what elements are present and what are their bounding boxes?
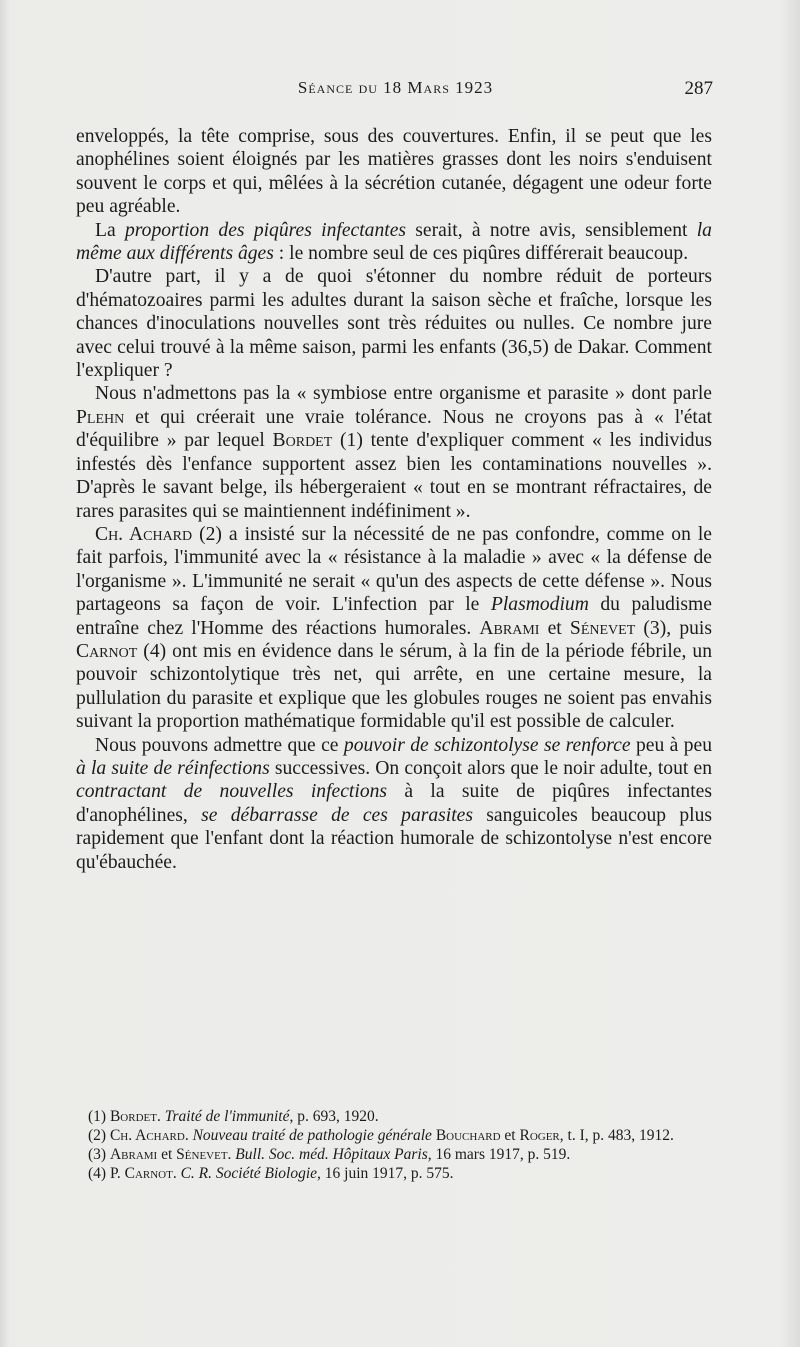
paragraph-3 — [76, 265, 712, 382]
italic-span: Traité de l'immunité — [164, 1108, 290, 1125]
text-span: . — [172, 1165, 181, 1182]
text-span: Nous n'admettons pas la « symbiose entre organisme et parasite » dont parle — [95, 383, 712, 405]
text-span: 16 juin 1917, p. 575. — [320, 1165, 454, 1182]
text-span: successives. On conçoit alors que le noir adulte, tout en — [269, 757, 713, 779]
italic-span: Plasmodium — [490, 594, 589, 616]
page-number: 287 — [684, 78, 713, 99]
author-name: Carnot — [76, 640, 138, 662]
text-span: . — [156, 1108, 165, 1125]
text-span: et — [539, 617, 570, 639]
paragraph-4 — [76, 382, 712, 522]
running-header — [78, 78, 713, 106]
footnotes — [78, 1107, 713, 1183]
footnote-4 — [78, 1164, 713, 1183]
author-name: Abrami — [479, 617, 540, 639]
text-span: . — [227, 1146, 236, 1163]
text-span: . — [184, 1127, 193, 1144]
text-span: du paludisme entraîne chez l'Homme des réactions humorales. — [76, 594, 712, 639]
italic-span: pouvoir de schizontolyse se renforce — [343, 734, 631, 756]
author-name: Ch. Achard — [109, 1127, 185, 1144]
italic-span: contractant de nouvelles infections — [76, 781, 388, 803]
italic-span: la même aux différents âges — [76, 219, 712, 265]
text-span: : le nombre seul de ces piqûres différerait beaucoup. — [273, 243, 689, 265]
text-span: La — [95, 219, 125, 241]
author-name: Bordet — [272, 430, 333, 452]
text-span: , p. 693, 1920. — [289, 1108, 379, 1125]
paragraph-6 — [76, 734, 712, 874]
italic-span: Bull. Soc. méd. Hôpitaux Paris, — [235, 1146, 432, 1163]
italic-span: C. R. Société Biologie, — [180, 1165, 321, 1182]
paragraph-5 — [76, 523, 712, 734]
italic-span: se débarrasse de ces parasites — [201, 804, 473, 826]
text-span: (3) — [88, 1146, 110, 1163]
body-text — [76, 125, 712, 874]
text-span: (2) — [88, 1127, 110, 1144]
text-span: serait, à notre avis, sensiblement — [406, 219, 697, 241]
author-name: Sénevet — [176, 1146, 228, 1163]
text-span: (3), puis — [635, 617, 712, 639]
author-name: Abrami — [109, 1146, 158, 1163]
author-name: Carnot — [124, 1165, 173, 1182]
footnote-2 — [78, 1126, 713, 1145]
text-span: enveloppés, la tête comprise, sous des couvertures. Enfin, il se peut que les anophélines soient éloignés par les matières grasses dont les noirs s'enduisent souvent le corps et qui, mêlées à la sécrétion cutanée, dégagent une odeur forte peu agréable. — [76, 126, 712, 218]
text-span: et — [500, 1127, 520, 1144]
paragraph-2 — [76, 219, 712, 266]
text-span: 16 mars 1917, p. 519. — [431, 1146, 571, 1163]
author-name: Sénevet — [569, 617, 636, 639]
text-span: peu à peu — [630, 734, 712, 756]
author-name: Ch. Achard — [95, 523, 193, 545]
footnote-1 — [78, 1107, 713, 1126]
text-span: Nous pouvons admettre que ce — [95, 734, 344, 756]
italic-span: Nouveau traité de pathologie générale — [192, 1127, 432, 1144]
author-name: Roger — [519, 1127, 560, 1144]
footnote-3 — [78, 1145, 713, 1164]
author-name: Plehn — [76, 406, 125, 428]
text-span: et — [157, 1146, 177, 1163]
paragraph-1 — [76, 125, 712, 219]
text-span: (4) ont mis en évidence dans le sérum, à la fin de la période fébrile, un pouvoir schizontolytique très net, qui arrête, en une certaine mesure, la pullulation du parasite et explique que les globules rouges ne soient pas envahis suivant la proportion mathématique formidable qu'il est possible de calculer. — [76, 640, 712, 733]
text-span: et qui créerait une vraie tolérance. Nous ne croyons pas à « l'état d'équilibre » par lequel — [76, 406, 712, 452]
author-name: Bordet — [109, 1108, 157, 1125]
author-name: Bouchard — [435, 1127, 501, 1144]
text-span: (1) — [88, 1108, 110, 1125]
italic-span: à la suite de réinfections — [76, 757, 270, 779]
text-span: D'autre part, il y a de quoi s'étonner du nombre réduit de porteurs d'hématozoaires parmi les adultes durant la saison sèche et fraîche, lorsque les chances d'inoculations nouvelles sont très réduites ou nulles. Ce nombre jure avec celui trouvé à la même saison, parmi les enfants (36,5) de Dakar. Comment l'expliquer ? — [76, 266, 712, 382]
text-span: (1) tente d'expliquer comment « les individus infestés dès l'enfance supportent assez bien les contaminations nouvelles ». D'après le savant belge, ils hébergeraient « tout en se montrant réfractaires, de rares parasites qui se maintiennent indéfiniment ». — [76, 430, 712, 522]
text-span: (4) P. — [88, 1165, 125, 1182]
text-span: à la suite de piqûres infectantes d'anophélines, — [76, 781, 712, 826]
italic-span: proportion des piqûres infectantes — [124, 219, 407, 241]
header-title: Séance du 18 Mars 1923 — [297, 78, 494, 97]
text-span: (2) a insisté sur la nécessité de ne pas confondre, comme on le fait parfois, l'immunité avec la « résistance à la maladie » avec « la défense de l'organisme ». L'immunité ne serait « qu'un des aspects de cette défense ». Nous partageons sa façon de voir. L'infection par le — [76, 523, 712, 616]
text-span: , t. I, p. 483, 1912. — [559, 1127, 674, 1144]
text-span: sanguicoles beaucoup plus rapidement que l'enfant dont la réaction humorale de schizontolyse n'est encore qu'ébauchée. — [76, 804, 712, 873]
